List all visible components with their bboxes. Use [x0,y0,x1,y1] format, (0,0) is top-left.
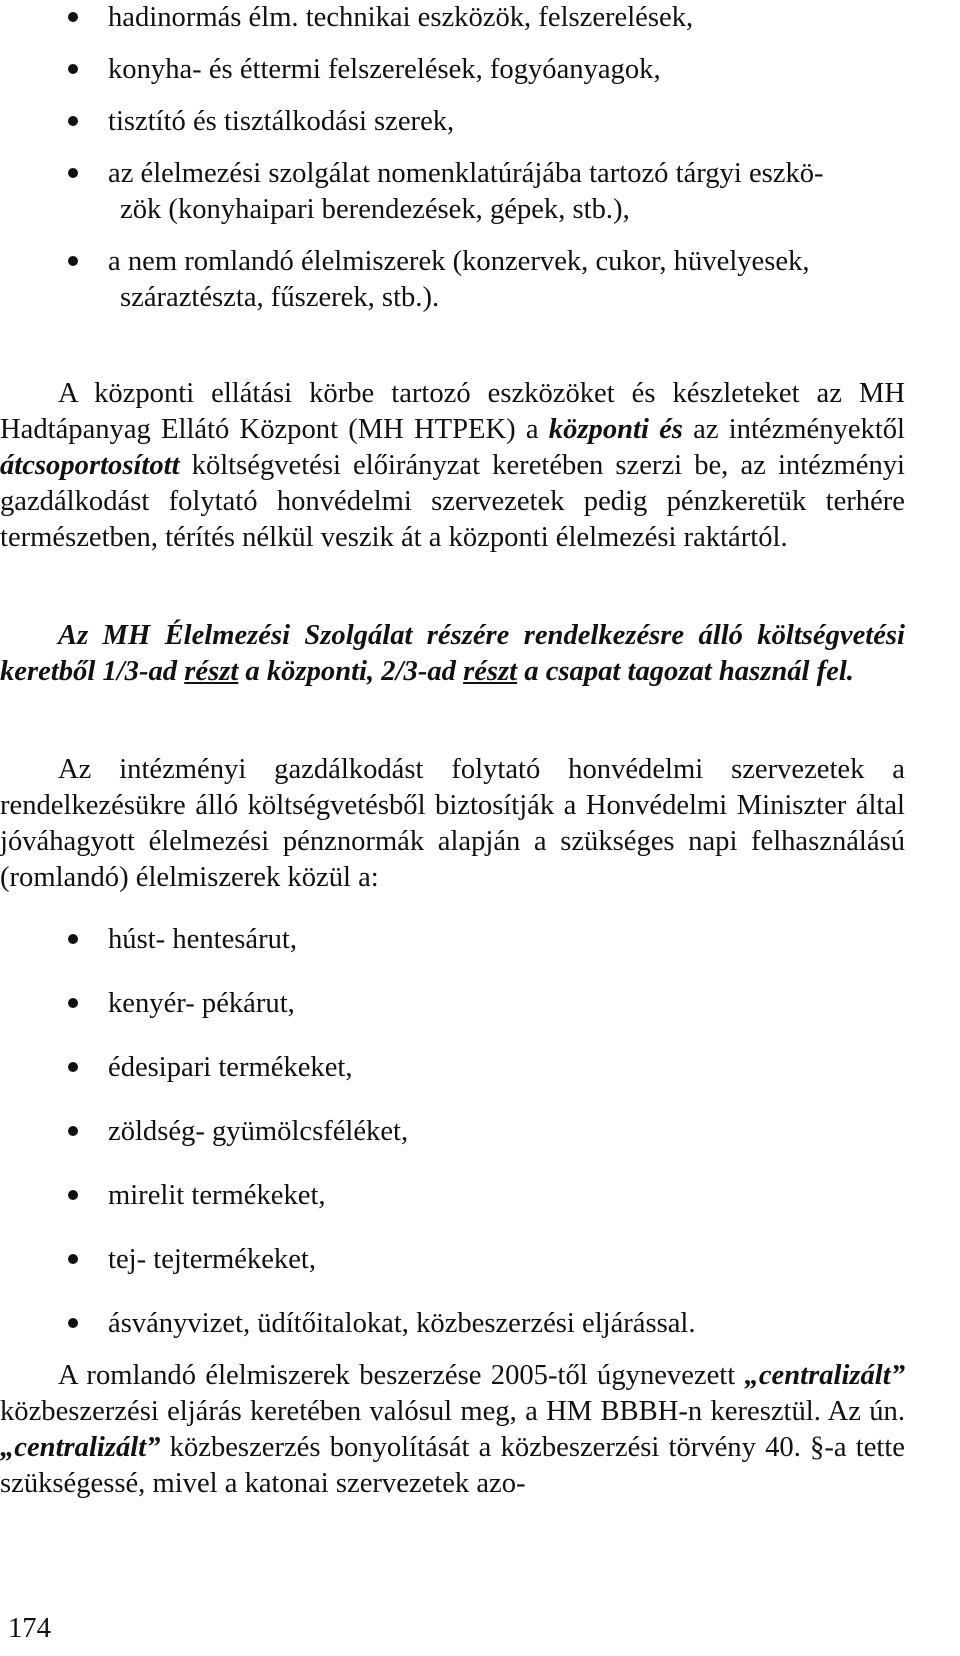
list-item [0,1178,960,1214]
list-item-text: tisztító és tisztálkodási szerek, [108,106,455,137]
perishables-bullet-list [0,922,960,1370]
equipment-bullet-list [0,0,960,332]
list-item [0,52,960,88]
underlined-text: részt [463,656,518,687]
list-item-text: konyha- és éttermi felszerelések, fogyóanyagok, [108,54,661,85]
list-item-text: mirelit termékeket, [108,1180,326,1211]
list-item [0,922,960,958]
text-run: A romlandó élelmiszerek beszerzése 2005-től úgynevezett [58,1360,745,1391]
emphasis-text: központi és [548,414,683,445]
text-run: az intézményektől [682,414,906,445]
bullet-icon [68,116,78,126]
bullet-icon [68,64,78,74]
emphasis-text: „centralizált” [0,1432,161,1463]
bullet-icon [68,168,78,178]
list-item [0,156,960,228]
paragraph-institutional-budget: Az intézményi gazdálkodást folytató honvédelmi szervezetek a rendelkezésükre álló költségvetésből biztosítják a Honvédelmi Miniszter által jóváhagyott élelmezési pénznormák alapján a szükséges napi felhasználású (romlandó) élelmiszerek közül a: [0,754,905,893]
text-run: költségvetési előirányzat keretében szerzi be, az intézményi gazdálkodást folytató honvédelmi szervezetek pedig pénzkeretük terhére természetben, térítés nélkül veszik át a központi élelmezési raktártól. [0,450,905,553]
list-item-text: ásványvizet, üdítőitalokat, közbeszerzési eljárással. [108,1308,696,1339]
list-item [0,1306,960,1342]
text-run: A központi ellátási körbe tartozó eszközöket és készleteket az MH Hadtápanyag Ellátó Központ (MH HTPEK) a [0,378,905,445]
bullet-icon [68,1318,78,1328]
list-item [0,244,960,316]
bullet-icon [68,1126,78,1136]
text-run: közbeszerzési eljárás keretében valósul meg, a HM BBBH-n keresztül. Az ún. [0,1396,905,1427]
page-number: 174 [8,1613,51,1644]
list-item [0,1242,960,1278]
list-item-text: kenyér- pékárut, [108,988,295,1019]
bullet-icon [68,1062,78,1072]
list-item-text: húst- hentesárut, [108,924,297,955]
bullet-icon [68,256,78,266]
bullet-icon [68,1190,78,1200]
emphasis-text: „centralizált” [744,1360,905,1391]
list-item-text: tej- tejtermékeket, [108,1244,316,1275]
list-item-text-continued: zök (konyhaipari berendezések, gépek, stb.), [120,194,630,225]
bullet-icon [68,998,78,1008]
bullet-icon [68,1254,78,1264]
paragraph-centralized-procurement [0,1358,905,1502]
list-item [0,986,960,1022]
text-run: közbeszerzés bonyolítását a közbeszerzési törvény 40. §-a tette szükségessé, mivel a katonai szervezetek azo- [0,1432,905,1499]
underlined-text: részt [184,656,239,687]
emphasis-text: átcsoportosított [0,450,180,481]
text-run: a központi, 2/3-ad [238,656,464,687]
paragraph-budget-split [0,618,905,690]
list-item-text: hadinormás élm. technikai eszközök, felszerelések, [108,2,694,33]
list-item [0,104,960,140]
paragraph-central-supply [0,376,905,556]
list-item [0,1114,960,1150]
text-run: Az MH Élelmezési Szolgálat részére rendelkezésre álló költségvetési keretből 1/3-ad [0,620,905,687]
list-item [0,0,960,36]
list-item-text: a nem romlandó élelmiszerek (konzervek, cukor, hüvelyesek, [108,246,810,277]
text-run: a csapat tagozat használ fel. [517,656,854,687]
list-item-text: édesipari termékeket, [108,1052,353,1083]
list-item-text: zöldség- gyümölcsféléket, [108,1116,409,1147]
list-item-text: az élelmezési szolgálat nomenklatúrájába tartozó tárgyi eszkö- [108,158,824,189]
list-item [0,1050,960,1086]
list-item-text-continued: száraztészta, fűszerek, stb.). [120,282,440,313]
bullet-icon [68,12,78,22]
bullet-icon [68,934,78,944]
